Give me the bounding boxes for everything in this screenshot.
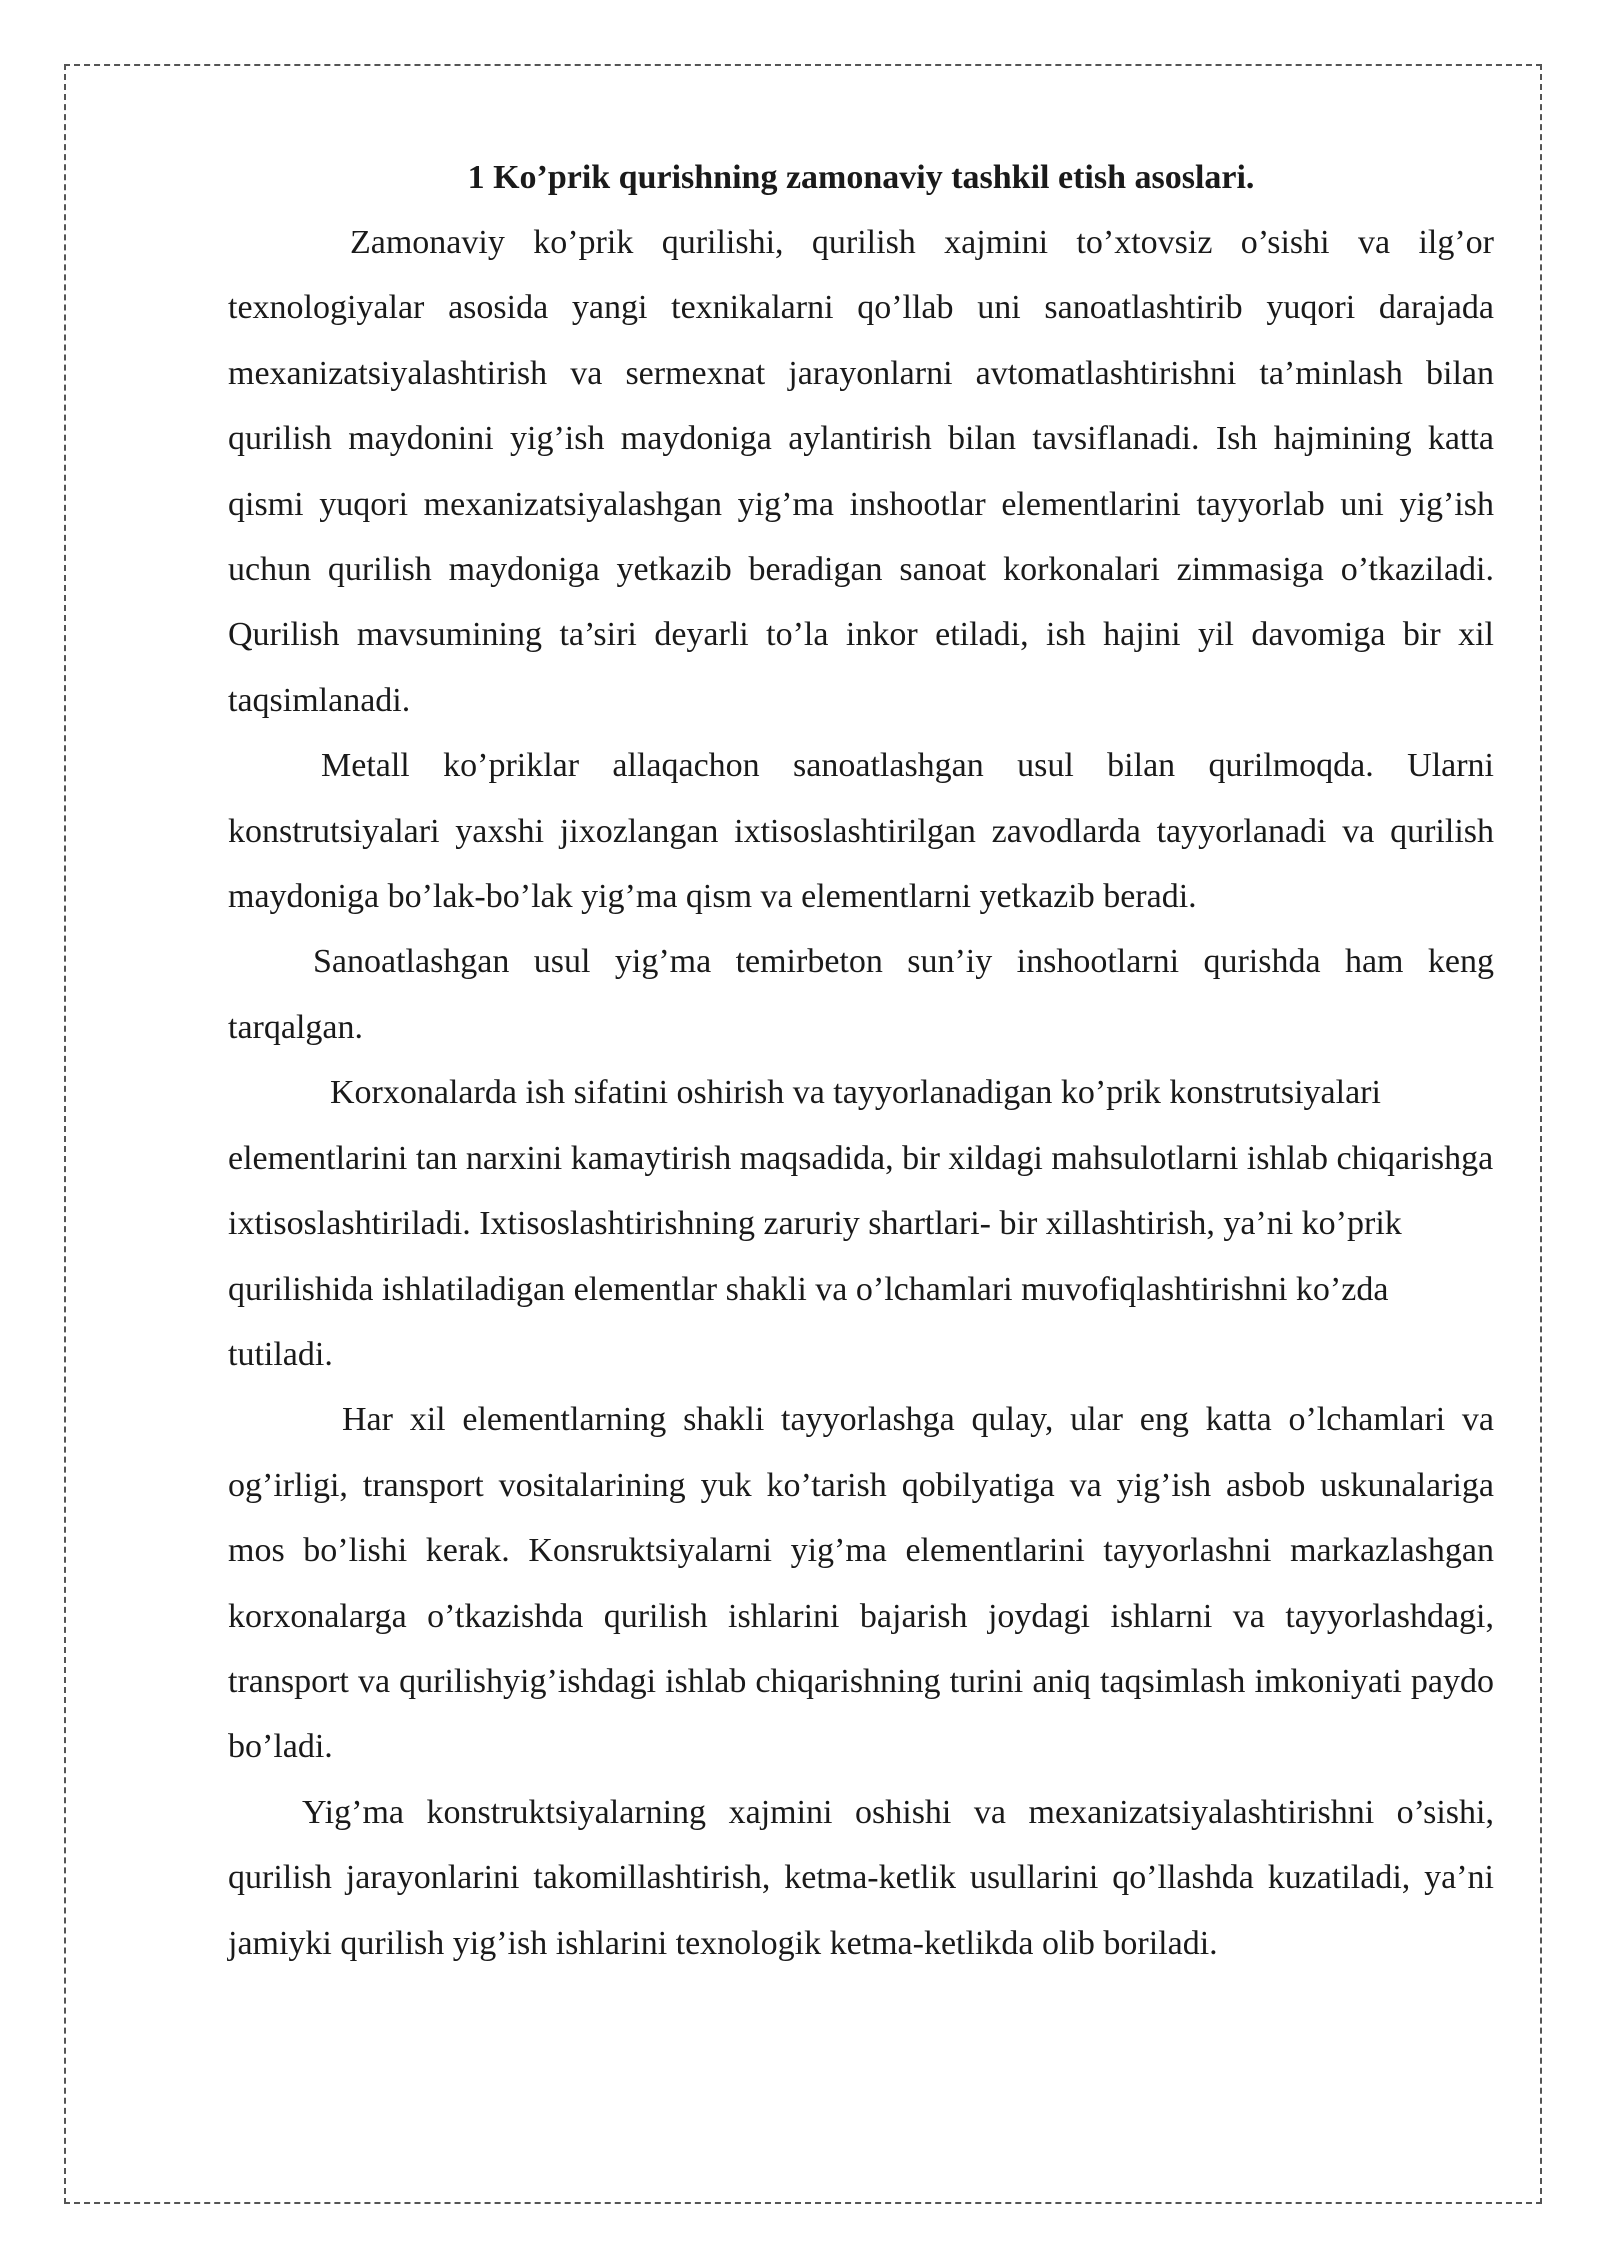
paragraph-5: Har xil elementlarning shakli tayyorlashga qulay, ular eng katta o’lchamlari va og’irligi, transport vositalarining yuk ko’tarish qobilyatiga va yig’ish asbob uskunalariga mos bo’lishi kerak. Konsruktsiyalarni yig’ma elementlarini tayyorlashni markazlashgan korxonalarga o’tkazishda qurilish ishlarini bajarish joydagi ishlarni va tayyorlashdagi, transport va qurilishyig’ishdagi ishlab chiqarishning turini aniq taqsimlash imkoniyati paydo bo’ladi. <box>228 1401 1494 1766</box>
paragraph-2: Metall ko’priklar allaqachon sanoatlashgan usul bilan qurilmoqda. Ularni konstrutsiyalari yaxshi jixozlangan ixtisoslashtirilgan zavodlarda tayyorlanadi va qurilish maydoniga bo’lak-bo’lak yig’ma qism va elementlarni yetkazib beradi. <box>228 747 1494 916</box>
paragraph-3: Sanoatlashgan usul yig’ma temirbeton sun’iy inshootlarni qurishda ham keng tarqalgan. <box>228 943 1494 1046</box>
paragraph-4: Korxonalarda ish sifatini oshirish va tayyorlanadigan ko’prik konstrutsiyalari elementlarini tan narxini kamaytirish maqsadida, bir xildagi mahsulotlarni ishlab chiqarishga ixtisoslashtiriladi. Ixtisoslashtirishning zaruriy shartlari- bir xillashtirish, ya’ni ko’prik qurilishida ishlatiladigan elementlar shakli va o’lchamlari muvofiqlashtirishni ko’zda tutiladi. <box>228 1074 1494 1373</box>
paragraph-1: Zamonaviy ko’prik qurilishi, qurilish xajmini to’xtovsiz o’sishi va ilg’or texnologiyalar asosida yangi texnikalarni qo’llab uni sanoatlashtirib yuqori darajada mexanizatsiyalashtirish va sermexnat jarayonlarni avtomatlashtirishni ta’minlash bilan qurilish maydonini yig’ish maydoniga aylantirish bilan tavsiflanadi. Ish hajmining katta qismi yuqori mexanizatsiyalashgan yig’ma inshootlar elementlarini tayyorlab uni yig’ish uchun qurilish maydoniga yetkazib beradigan sanoat korkonalari zimmasiga o’tkaziladi. Qurilish mavsumining ta’siri deyarli to’la inkor etiladi, ish hajini yil davomiga bir xil taqsimlanadi. <box>228 224 1494 719</box>
section-title: 1 Ko’prik qurishning zamonaviy tashkil etish asoslari. <box>467 159 1255 196</box>
document-body <box>228 148 1494 1976</box>
paragraph-6: Yig’ma konstruktsiyalarning xajmini oshishi va mexanizatsiyalashtirishni o’sishi, qurilish jarayonlarini takomillashtirish, ketma-ketlik usullarini qo’llashda kuzatiladi, ya’ni jamiyki qurilish yig’ish ishlarini texnologik ketma-ketlikda olib boriladi. <box>228 1793 1494 1962</box>
